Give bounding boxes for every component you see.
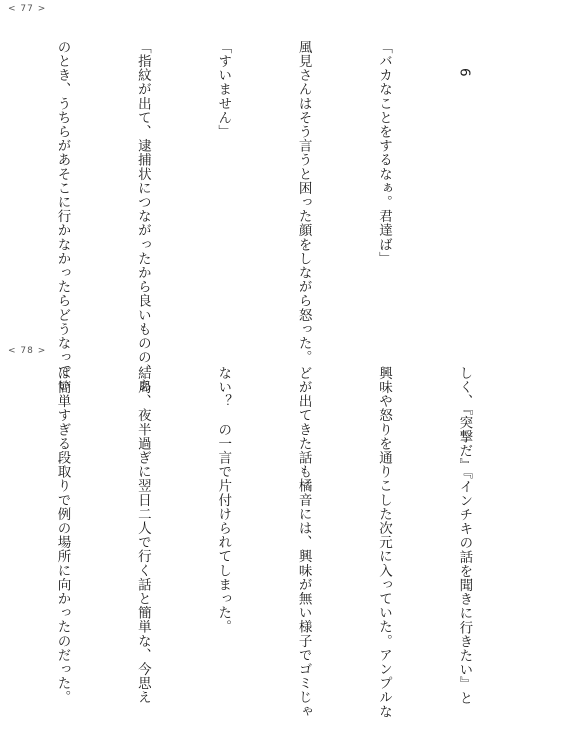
text-line: 「指紋が出て、逮捕状につながったから良いものの、あ [134,40,151,393]
text-line: ない？ の一言で片付けられてしまった。 [215,366,232,634]
page-number-marker: < 77 > [8,4,47,14]
text-line: 風見さんはそう言うと困った顔をしながら怒った。 [295,40,312,365]
text-line: 「すいません」 [215,40,232,139]
text-line: しく、『突撃だ』『インチキの話を聞きに行きたい』と [456,366,473,705]
text-line: どが出てきた話も橘音には、興味が無い様子でゴミじゃ [295,366,312,719]
text-line: 「バカなことをするなぁ。君達ば」 [376,40,393,266]
text-line: ば簡単すぎる段取りで例の場所に向かったのだった。 [54,366,71,705]
page-number-marker: < 78 > [8,346,47,356]
text-line: のとき、うちらがあそこに行かなかったらどうなってい [54,40,71,393]
text-line: 興味や怒りを通りこした次元に入っていた。アンプルな [376,366,393,719]
page-78 [0,344,571,732]
text-line: 結局、夜半過ぎに翌日二人で行く話と簡単な、今思え [134,366,151,705]
vertical-text-block [0,366,531,719]
chapter-number: 6 [456,68,473,78]
